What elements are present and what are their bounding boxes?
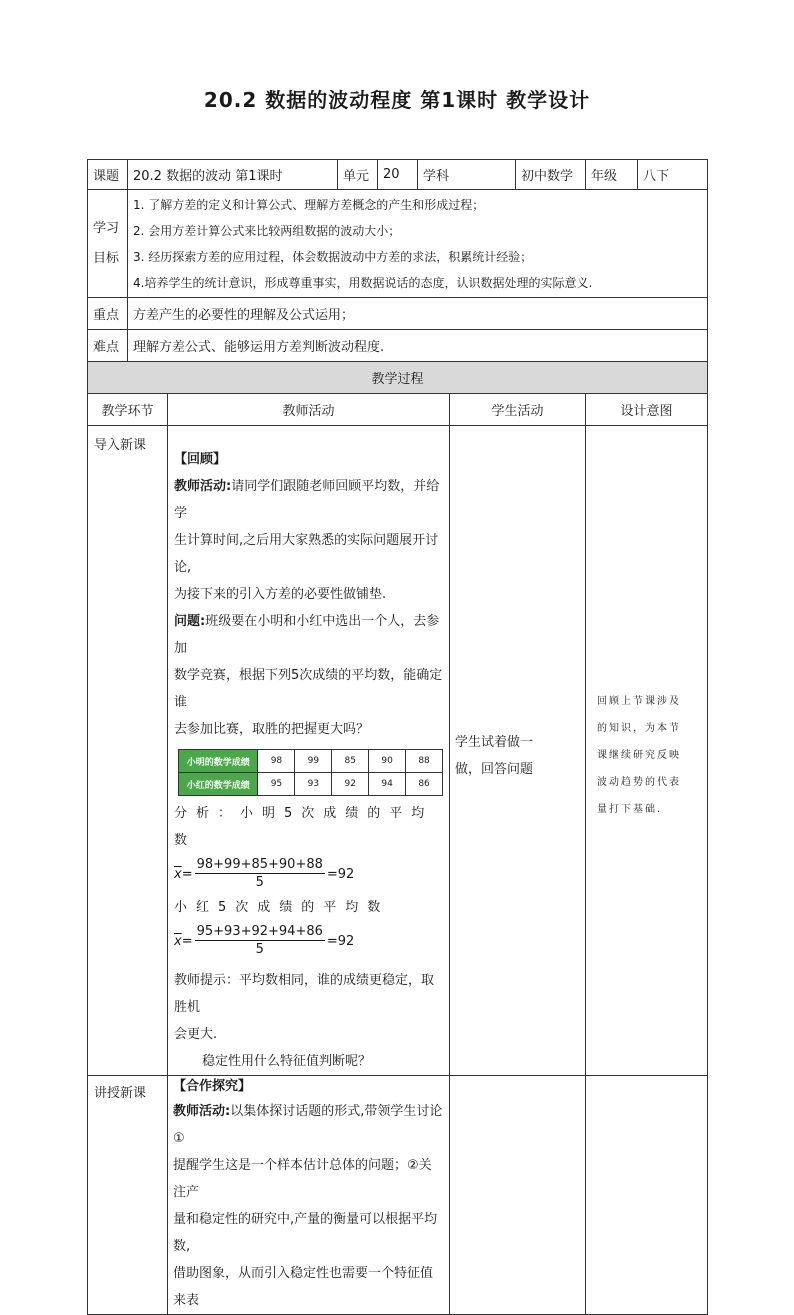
col-teacher: 教师活动 — [168, 394, 450, 426]
fraction-denominator: 5 — [255, 941, 264, 957]
lecture-student-activity — [450, 1076, 586, 1315]
intent-line: 量打下基础. — [597, 804, 663, 815]
question-text: 班级要在小明和小红中选出一个人，去参加 — [174, 614, 440, 656]
student-line: 做，回答问题 — [455, 761, 534, 777]
topic-value: 20.2 数据的波动 第1课时 — [128, 160, 338, 190]
equals-sign: = — [181, 933, 193, 949]
lecture-text-line: 提醒学生这是一个样本估计总体的问题；②关注产 — [173, 1158, 432, 1200]
unit-value: 20 — [378, 160, 418, 190]
score-cell: 94 — [369, 773, 406, 796]
mean-formula-xiaohong — [174, 921, 443, 961]
xbar-symbol: $\overline{x}$ — [174, 933, 182, 949]
equals-sign: = — [181, 866, 193, 882]
teacher-text-line — [174, 473, 443, 527]
mean-result: =92 — [326, 933, 355, 949]
goals-label-line-2: 目标 — [93, 250, 120, 266]
goals-list — [128, 190, 708, 298]
lecture-stage: 讲授新课 — [88, 1076, 168, 1315]
score-cell: 88 — [406, 750, 443, 773]
hint-line: 会更大. — [174, 1027, 218, 1042]
score-cell: 99 — [295, 750, 332, 773]
intent-line: 波动趋势的代表 — [597, 777, 682, 788]
score-cell: 86 — [406, 773, 443, 796]
goal-item: 4.培养学生的统计意识，形成尊重事实，用数据说话的态度，认识数据处理的实际意义. — [133, 275, 593, 290]
score-table — [178, 749, 443, 796]
key-point-label: 重点 — [88, 298, 128, 330]
analysis-line: 小红5次成绩的平均数 — [174, 900, 390, 915]
intro-teacher-activity — [168, 426, 450, 1076]
student-line: 学生试着做一 — [455, 734, 534, 750]
lecture-design-intent — [586, 1076, 708, 1315]
col-student: 学生活动 — [450, 394, 586, 426]
score-row-label: 小明的数学成绩 — [179, 750, 258, 773]
score-row-xiaohong — [179, 773, 443, 796]
key-point-value: 方差产生的必要性的理解及公式运用； — [128, 298, 708, 330]
col-stage: 教学环节 — [88, 394, 168, 426]
page-title: 20.2 数据的波动程度 第1课时 教学设计 — [203, 88, 591, 112]
goals-label-line-1: 学习 — [93, 220, 120, 236]
difficulty-value: 理解方差公式、能够运用方差判断波动程度. — [128, 330, 708, 362]
teacher-text-line: 为接下来的引入方差的必要性做铺垫. — [174, 587, 387, 602]
intent-line: 的知识，为本节 — [597, 723, 682, 734]
grade-value: 八下 — [638, 160, 708, 190]
lecture-text-line: 借助图象，从而引入稳定性也需要一个特征值来表 — [173, 1266, 434, 1308]
fraction — [195, 924, 325, 959]
question-line — [174, 608, 443, 662]
goal-item: 2. 会用方差计算公式来比较两组数据的波动大小； — [133, 223, 401, 238]
fraction-numerator: 95+93+92+94+86 — [196, 923, 323, 939]
hint-line: 教师提示：平均数相同，谁的成绩更稳定，取胜机 — [174, 973, 435, 1015]
lesson-plan-table — [87, 159, 708, 1315]
intro-student-activity — [450, 426, 586, 1076]
process-header: 教学过程 — [88, 362, 708, 394]
hint-line: 稳定性用什么特征值判断呢？ — [202, 1054, 372, 1069]
question-line: 去参加比赛，取胜的把握更大吗？ — [174, 722, 370, 737]
question-line: 数学竞赛，根据下列5次成绩的平均数，能确定谁 — [174, 668, 443, 710]
grade-label: 年级 — [586, 160, 638, 190]
teacher-text-line: 生计算时间,之后用大家熟悉的实际问题展开讨论, — [174, 533, 439, 575]
goal-item: 1. 了解方差的定义和计算公式、理解方差概念的产生和形成过程； — [133, 197, 485, 212]
analysis-line: 分析：小明5次成绩的平均数 — [174, 806, 434, 848]
lecture-text: 以集体探讨话题的形式,带领学生讨论① — [173, 1104, 443, 1146]
intent-line: 回顾上节课涉及 — [597, 696, 682, 707]
score-row-xiaoming — [179, 750, 443, 773]
score-cell: 95 — [258, 773, 295, 796]
teacher-text: 请同学们跟随老师回顾平均数，并给学 — [174, 479, 440, 521]
xbar-symbol: $\overline{x}$ — [174, 866, 182, 882]
lecture-heading: 【合作探究】 — [173, 1079, 252, 1094]
unit-label: 单元 — [338, 160, 378, 190]
intro-design-intent — [586, 426, 708, 1076]
subject-value: 初中数学 — [516, 160, 586, 190]
intro-stage: 导入新课 — [88, 426, 168, 1076]
fraction-denominator: 5 — [255, 874, 264, 890]
lecture-text-line: 量和稳定性的研究中,产量的衡量可以根据平均数, — [173, 1212, 438, 1254]
col-intent: 设计意图 — [586, 394, 708, 426]
goals-label — [88, 190, 128, 298]
subject-label: 学科 — [418, 160, 516, 190]
review-heading: 【回顾】 — [174, 452, 227, 467]
lecture-text-line — [173, 1098, 444, 1152]
score-cell: 92 — [332, 773, 369, 796]
question-label: 问题: — [174, 614, 206, 629]
lecture-teacher-activity — [168, 1076, 450, 1315]
score-row-label: 小红的数学成绩 — [179, 773, 258, 796]
topic-label: 课题 — [88, 160, 128, 190]
mean-result: =92 — [326, 866, 355, 882]
difficulty-label: 难点 — [88, 330, 128, 362]
score-cell: 90 — [369, 750, 406, 773]
teacher-activity-label: 教师活动: — [174, 479, 232, 494]
score-cell: 98 — [258, 750, 295, 773]
fraction — [195, 857, 325, 892]
fraction-numerator: 98+99+85+90+88 — [196, 856, 323, 872]
score-cell: 85 — [332, 750, 369, 773]
teacher-activity-label: 教师活动: — [173, 1104, 231, 1119]
intent-line: 课继续研究反映 — [597, 750, 682, 761]
goal-item: 3. 经历探索方差的应用过程，体会数据波动中方差的求法，积累统计经验； — [133, 249, 533, 264]
score-cell: 93 — [295, 773, 332, 796]
mean-formula-xiaoming — [174, 854, 443, 894]
